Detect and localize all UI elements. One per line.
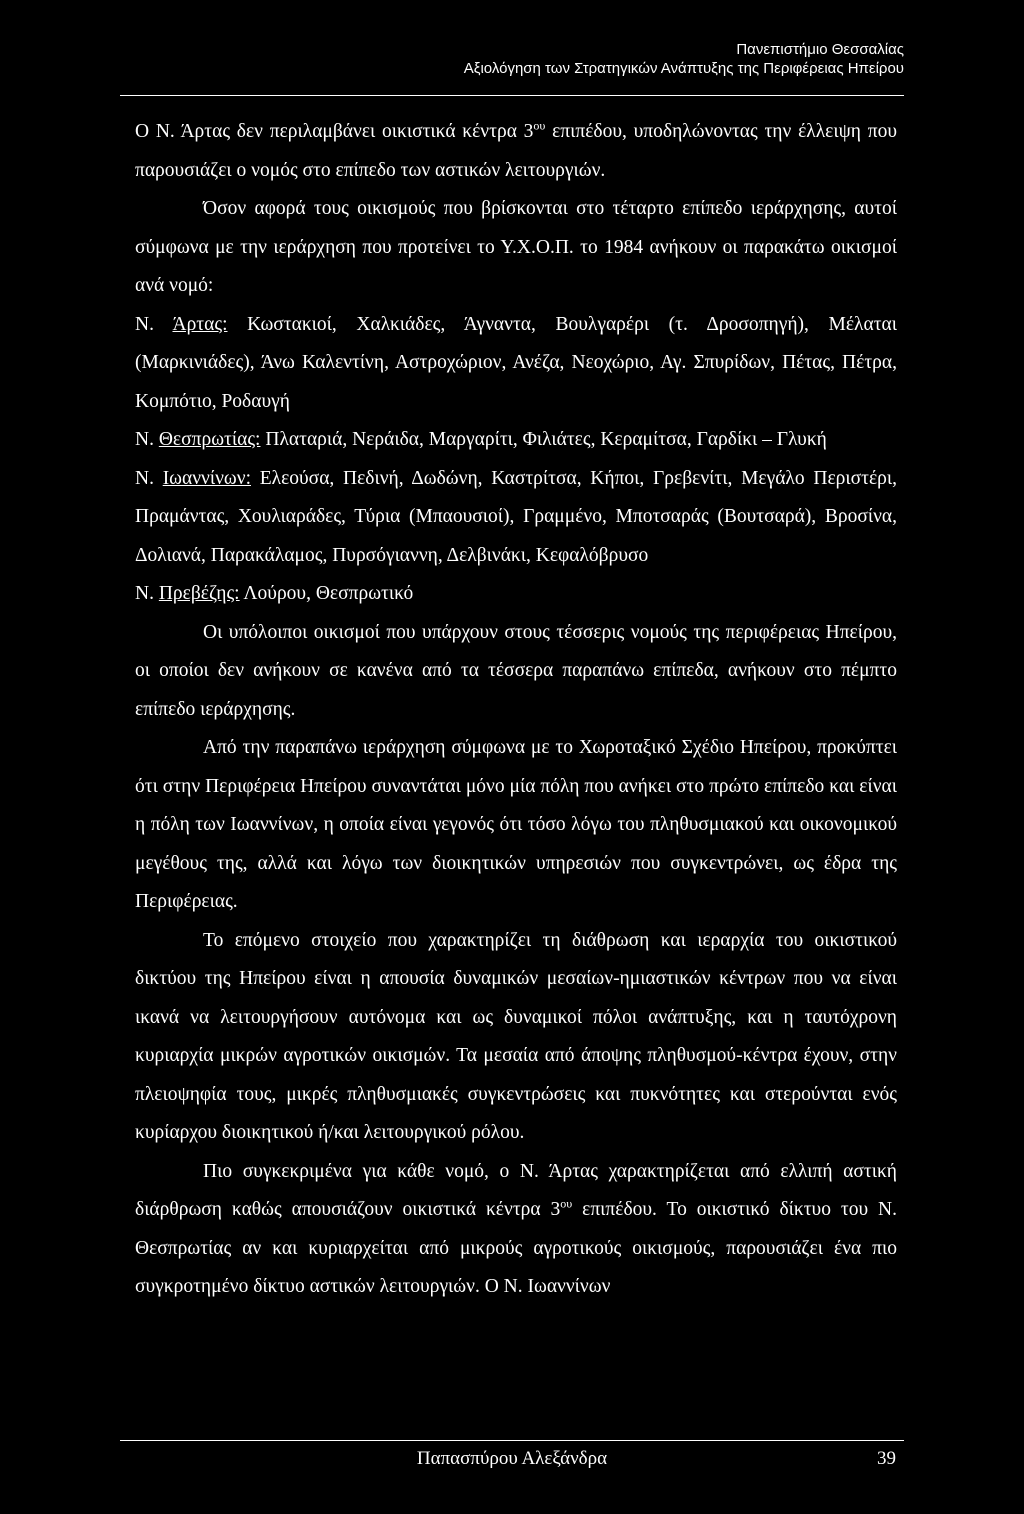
paragraph-1: Ο Ν. Άρτας δεν περιλαμβάνει οικιστικά κέντρα $3^{o\upsilon}$ επιπέδου, υποδηλώνοντας την έλλειψη που παρουσιάζει ο νομός στο επίπεδο των αστικών λειτουργιών. bbox=[135, 118, 897, 181]
prefecture-name: Ιωαννίνων: bbox=[162, 467, 251, 489]
list-item-thesprotia: Ν. Θεσπρωτίας: Πλαταριά, Νεράιδα, Μαργαρίτι, Φιλιάτες, Κεραμίτσα, Γαρδίκι – Γλυκή bbox=[135, 429, 827, 450]
list-item-ioannina: Ν. Ιωαννίνων: Ελεούσα, Πεδινή, Δωδώνη, Καστρίτσα, Κήποι, Γρεβενίτι, Μεγάλο Περιστέρι, Πραμάντας, Χουλιαράδες, Τύρια (Μπαουσιοί), Γραμμένο, Μποτσαράς (Βουτσαρά), Βροσίνα, Δολιανά, Παρακάλαμος, Πυρσόγιαννη, Δελβινάκι, Κεφαλόβρυσο bbox=[135, 467, 897, 566]
paragraph-3: Οι υπόλοιποι οικισμοί που υπάρχουν στους τέσσερις νομούς της περιφέρειας Ηπείρου, οι οποίοι δεν ανήκουν σε κανένα από τα τέσσερα παραπάνω επίπεδα, ανήκουν στο πέμπτο επίπεδο ιεράρχησης. bbox=[135, 621, 897, 720]
list-item-arta: Ν. Άρτας: Κωστακιοί, Χαλκιάδες, Άγναντα, Βουλγαρέρι (τ. Δροσοπηγή), Μέλαται (Μαρκινιάδες), Άνω Καλεντίνη, Αστροχώριον, Ανέζα, Νεοχώριο, Αγ. Σπυρίδων, Πέτας, Πέτρα, Κομπότιο, Ροδαυγή bbox=[135, 313, 897, 412]
header-university: Πανεπιστήμιο Θεσσαλίας bbox=[736, 41, 904, 58]
prefecture-name: Πρεβέζης: bbox=[158, 583, 240, 604]
footer-author: Παπασπύρου Αλεξάνδρα bbox=[416, 1448, 608, 1469]
prefecture-name: Άρτας: bbox=[172, 313, 228, 335]
paragraph-2: Όσον αφορά τους οικισμούς που βρίσκονται στο τέταρτο επίπεδο ιεράρχησης, αυτοί σύμφωνα με την ιεράρχηση που προτείνει το Υ.Χ.Ο.Π. το 1984 ανήκουν οι παρακάτω οικισμοί ανά νομό: bbox=[135, 198, 897, 296]
list-item-preveza: Ν. Πρεβέζης: Λούρου, Θεσπρωτικό bbox=[135, 583, 414, 604]
footer-rule bbox=[120, 1440, 904, 1441]
paragraph-6: Πιο συγκεκριμένα για κάθε νομό, ο Ν. Άρτας χαρακτηρίζεται από ελλιπή αστική διάρθρωση καθώς απουσιάζουν οικιστικά κέντρα $3^{o\upsilon}$ επιπέδου. Το οικιστικό δίκτυο του Ν. Θεσπρωτίας αν και κυριαρχείται από μικρούς αγροτικούς οικισμούς, παρουσιάζει ένα πιο συγκροτημένο δίκτυο αστικών λειτουργιών. Ο Ν. Ιωαννίνων bbox=[135, 1160, 897, 1297]
header-rule bbox=[120, 95, 904, 96]
paragraph-4: Από την παραπάνω ιεράρχηση σύμφωνα με το Χωροταξικό Σχέδιο Ηπείρου, προκύπτει ότι στην Περιφέρεια Ηπείρου συναντάται μόνο μία πόλη που ανήκει στο πρώτο επίπεδο και είναι η πόλη των Ιωαννίνων, η οποία είναι γεγονός ότι τόσο λόγω του πληθυσμιακού και οικονομικού μεγέθους της, αλλά και λόγω των διοικητικών υπηρεσιών που συγκεντρώνει, ως έδρα της Περιφέρειας. bbox=[135, 737, 897, 912]
prefecture-name: Θεσπρωτίας: bbox=[158, 429, 261, 450]
paragraph-5: Το επόμενο στοιχείο που χαρακτηρίζει τη διάθρωση και ιεραρχία του οικιστικού δικτύου της Ηπείρου είναι η απουσία δυναμικών μεσαίων-ημιαστικών κέντρων που να είναι ικανά να λειτουργήσουν αυτόνομα και ως δυναμικοί πόλοι ανάπτυξης, και η ταυτόχρονη κυριαρχία μικρών αγροτικών οικισμών. Τα μεσαία από άποψης πληθυσμού-κέντρα έχουν, στην πλειοψηφία τους, μικρές πληθυσμιακές συγκεντρώσεις και πυκνότητες και στερούνται ενός κυρίαρχου διοικητικού ή/και λειτουργικού ρόλου. bbox=[135, 929, 897, 1143]
page-content bbox=[135, 113, 897, 1307]
page-header bbox=[120, 40, 904, 78]
page-number: 39 bbox=[877, 1448, 896, 1469]
header-title: Αξιολόγηση των Στρατηγικών Ανάπτυξης της Περιφέρειας Ηπείρου bbox=[463, 60, 904, 77]
